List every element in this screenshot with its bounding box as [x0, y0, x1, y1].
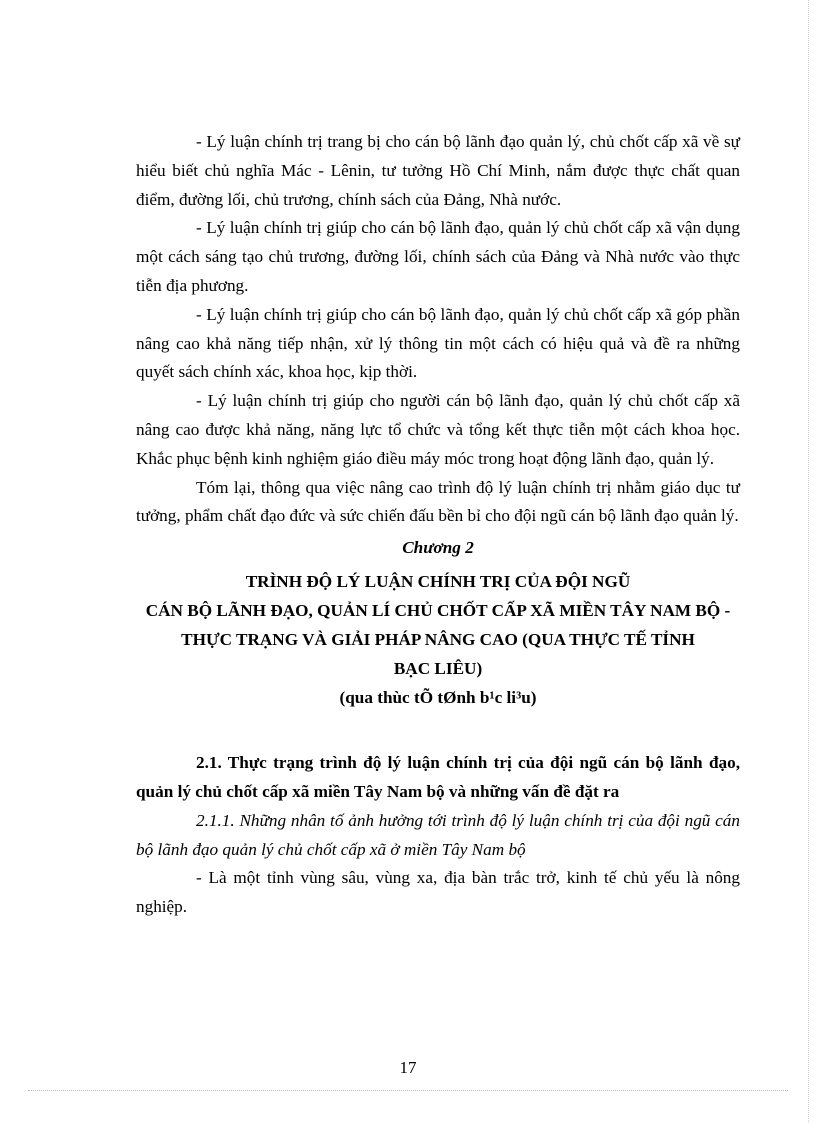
chapter-title-line-3: THỰC TRẠNG VÀ GIẢI PHÁP NÂNG CAO (QUA THỰC TẾ TỈNH	[181, 630, 695, 650]
paragraph-3: - Lý luận chính trị giúp cho cán bộ lãnh đạo, quản lý chủ chốt cấp xã góp phần nâng cao khả năng tiếp nhận, xử lý thông tin một cách có hiệu quả và đề ra những quyết sách chính xác, khoa học, kịp thời.	[136, 304, 740, 382]
paragraph-1: - Lý luận chính trị trang bị cho cán bộ lãnh đạo quản lý, chủ chốt cấp xã về sự hiểu biết chủ nghĩa Mác - Lênin, tư tưởng Hồ Chí Minh, nắm được thực chất quan điểm, đường lối, chủ trương, chính sách của Đảng, Nhà nước.	[136, 132, 740, 209]
paragraph-4: - Lý luận chính trị giúp cho người cán bộ lãnh đạo, quản lý chủ chốt cấp xã nâng cao được khả năng, năng lực tổ chức và tổng kết thực tiễn một cách khoa học. Khắc phục bệnh kinh nghiệm giáo điều máy móc trong hoạt động lãnh đạo, quản lý.	[136, 391, 740, 468]
chapter-title-line-2: CÁN BỘ LÃNH ĐẠO, QUẢN LÍ CHỦ CHỐT CẤP XÃ MIỀN TÂY NAM BỘ -	[145, 601, 731, 621]
chapter-title-line-1: TRÌNH ĐỘ LÝ LUẬN CHÍNH TRỊ CỦA ĐỘI NGŨ	[245, 572, 631, 592]
chapter-subtitle: (qua thùc tÕ tØnh b¹c li³u)	[339, 688, 537, 708]
chapter-label: Chương 2	[402, 538, 474, 558]
section-paragraph: - Là một tỉnh vùng sâu, vùng xa, địa bàn trắc trở, kinh tế chủ yếu là nông nghiệp.	[136, 868, 740, 917]
chapter-title-line-4: BẠC LIÊU)	[393, 659, 483, 679]
page-bottom-divider	[28, 1090, 788, 1091]
subsection-heading: 2.1.1. Những nhân tố ảnh hưởng tới trình độ lý luận chính trị của đội ngũ cán bộ lãnh đạo quản lý chủ chốt cấp xã ở miền Tây Nam bộ	[136, 810, 740, 859]
document-body	[136, 128, 740, 922]
chapter-title	[136, 567, 740, 683]
page-right-divider	[808, 0, 809, 1123]
paragraph-summary: Tóm lại, thông qua việc nâng cao trình độ lý luận chính trị nhằm giáo dục tư tưởng, phẩm chất đạo đức và sức chiến đấu bền bỉ cho đội ngũ cán bộ lãnh đạo quản lý.	[136, 477, 740, 526]
page-number: 17	[399, 1058, 417, 1077]
section-heading: 2.1. Thực trạng trình độ lý luận chính trị của đội ngũ cán bộ lãnh đạo, quản lý chủ chốt cấp xã miền Tây Nam bộ và những vấn đề đặt ra	[136, 753, 740, 801]
paragraph-2: - Lý luận chính trị giúp cho cán bộ lãnh đạo, quản lý chủ chốt cấp xã vận dụng một cách sáng tạo chủ trương, đường lối, chính sách của Đảng và Nhà nước vào thực tiễn địa phương.	[136, 218, 740, 295]
